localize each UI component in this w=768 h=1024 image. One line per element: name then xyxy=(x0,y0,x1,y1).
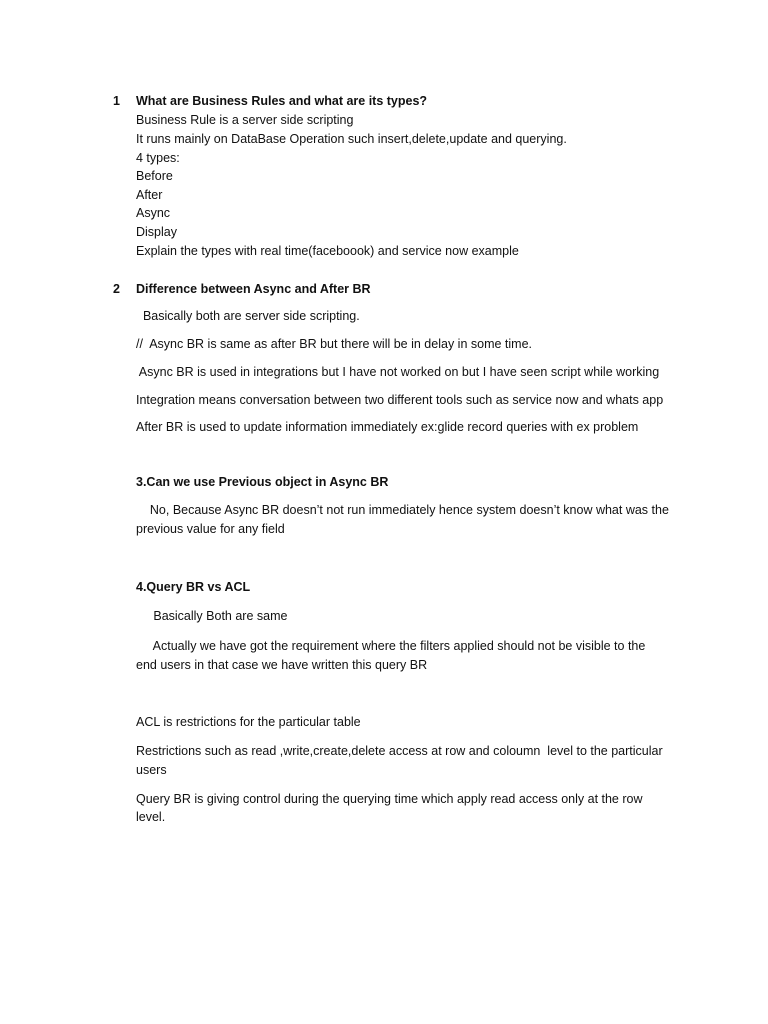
q1-line: Display xyxy=(136,225,177,239)
q3-line: No, Because Async BR doesn’t not run immediately hence system doesn’t know what was the xyxy=(136,503,669,517)
q4-line: Basically Both are same xyxy=(136,609,288,623)
q1-line: 4 types: xyxy=(136,151,180,165)
q1-number: 1 xyxy=(113,94,120,108)
q2-line: Async BR is used in integrations but I have not worked on but I have seen script while working xyxy=(136,365,660,379)
q4-line: level. xyxy=(136,810,166,824)
q2-line: Basically both are server side scripting. xyxy=(136,309,360,323)
q2-heading: Difference between Async and After BR xyxy=(136,282,371,296)
q1-line: Business Rule is a server side scripting xyxy=(136,113,354,127)
q1-line: Before xyxy=(136,169,173,183)
q4-line: end users in that case we have written this query BR xyxy=(136,658,428,672)
q1-heading: What are Business Rules and what are its types? xyxy=(136,94,428,108)
q3-line: previous value for any field xyxy=(136,522,285,536)
q2-line: Integration means conversation between two different tools such as service now and whats app xyxy=(136,393,664,407)
q2-line: After BR is used to update information immediately ex:glide record queries with ex problem xyxy=(136,420,639,434)
q4-heading: 4.Query BR vs ACL xyxy=(136,580,251,594)
q1-line: Async xyxy=(136,206,171,220)
q2-number: 2 xyxy=(113,282,120,296)
q1-line: Explain the types with real time(faceboook) and service now example xyxy=(136,244,519,258)
q4-line: Actually we have got the requirement where the filters applied should not be visible to the xyxy=(136,639,646,653)
q1-line: It runs mainly on DataBase Operation such insert,delete,update and querying. xyxy=(136,132,567,146)
q4-line: Restrictions such as read ,write,create,delete access at row and coloumn level to the particular xyxy=(136,744,663,758)
q4-line: users xyxy=(136,763,167,777)
q4-line: Query BR is giving control during the querying time which apply read access only at the row xyxy=(136,792,643,806)
q2-line: // Async BR is same as after BR but there will be in delay in some time. xyxy=(136,337,532,351)
q4-line: ACL is restrictions for the particular table xyxy=(136,715,361,729)
q3-heading: 3.Can we use Previous object in Async BR xyxy=(136,475,389,489)
q1-line: After xyxy=(136,188,163,202)
